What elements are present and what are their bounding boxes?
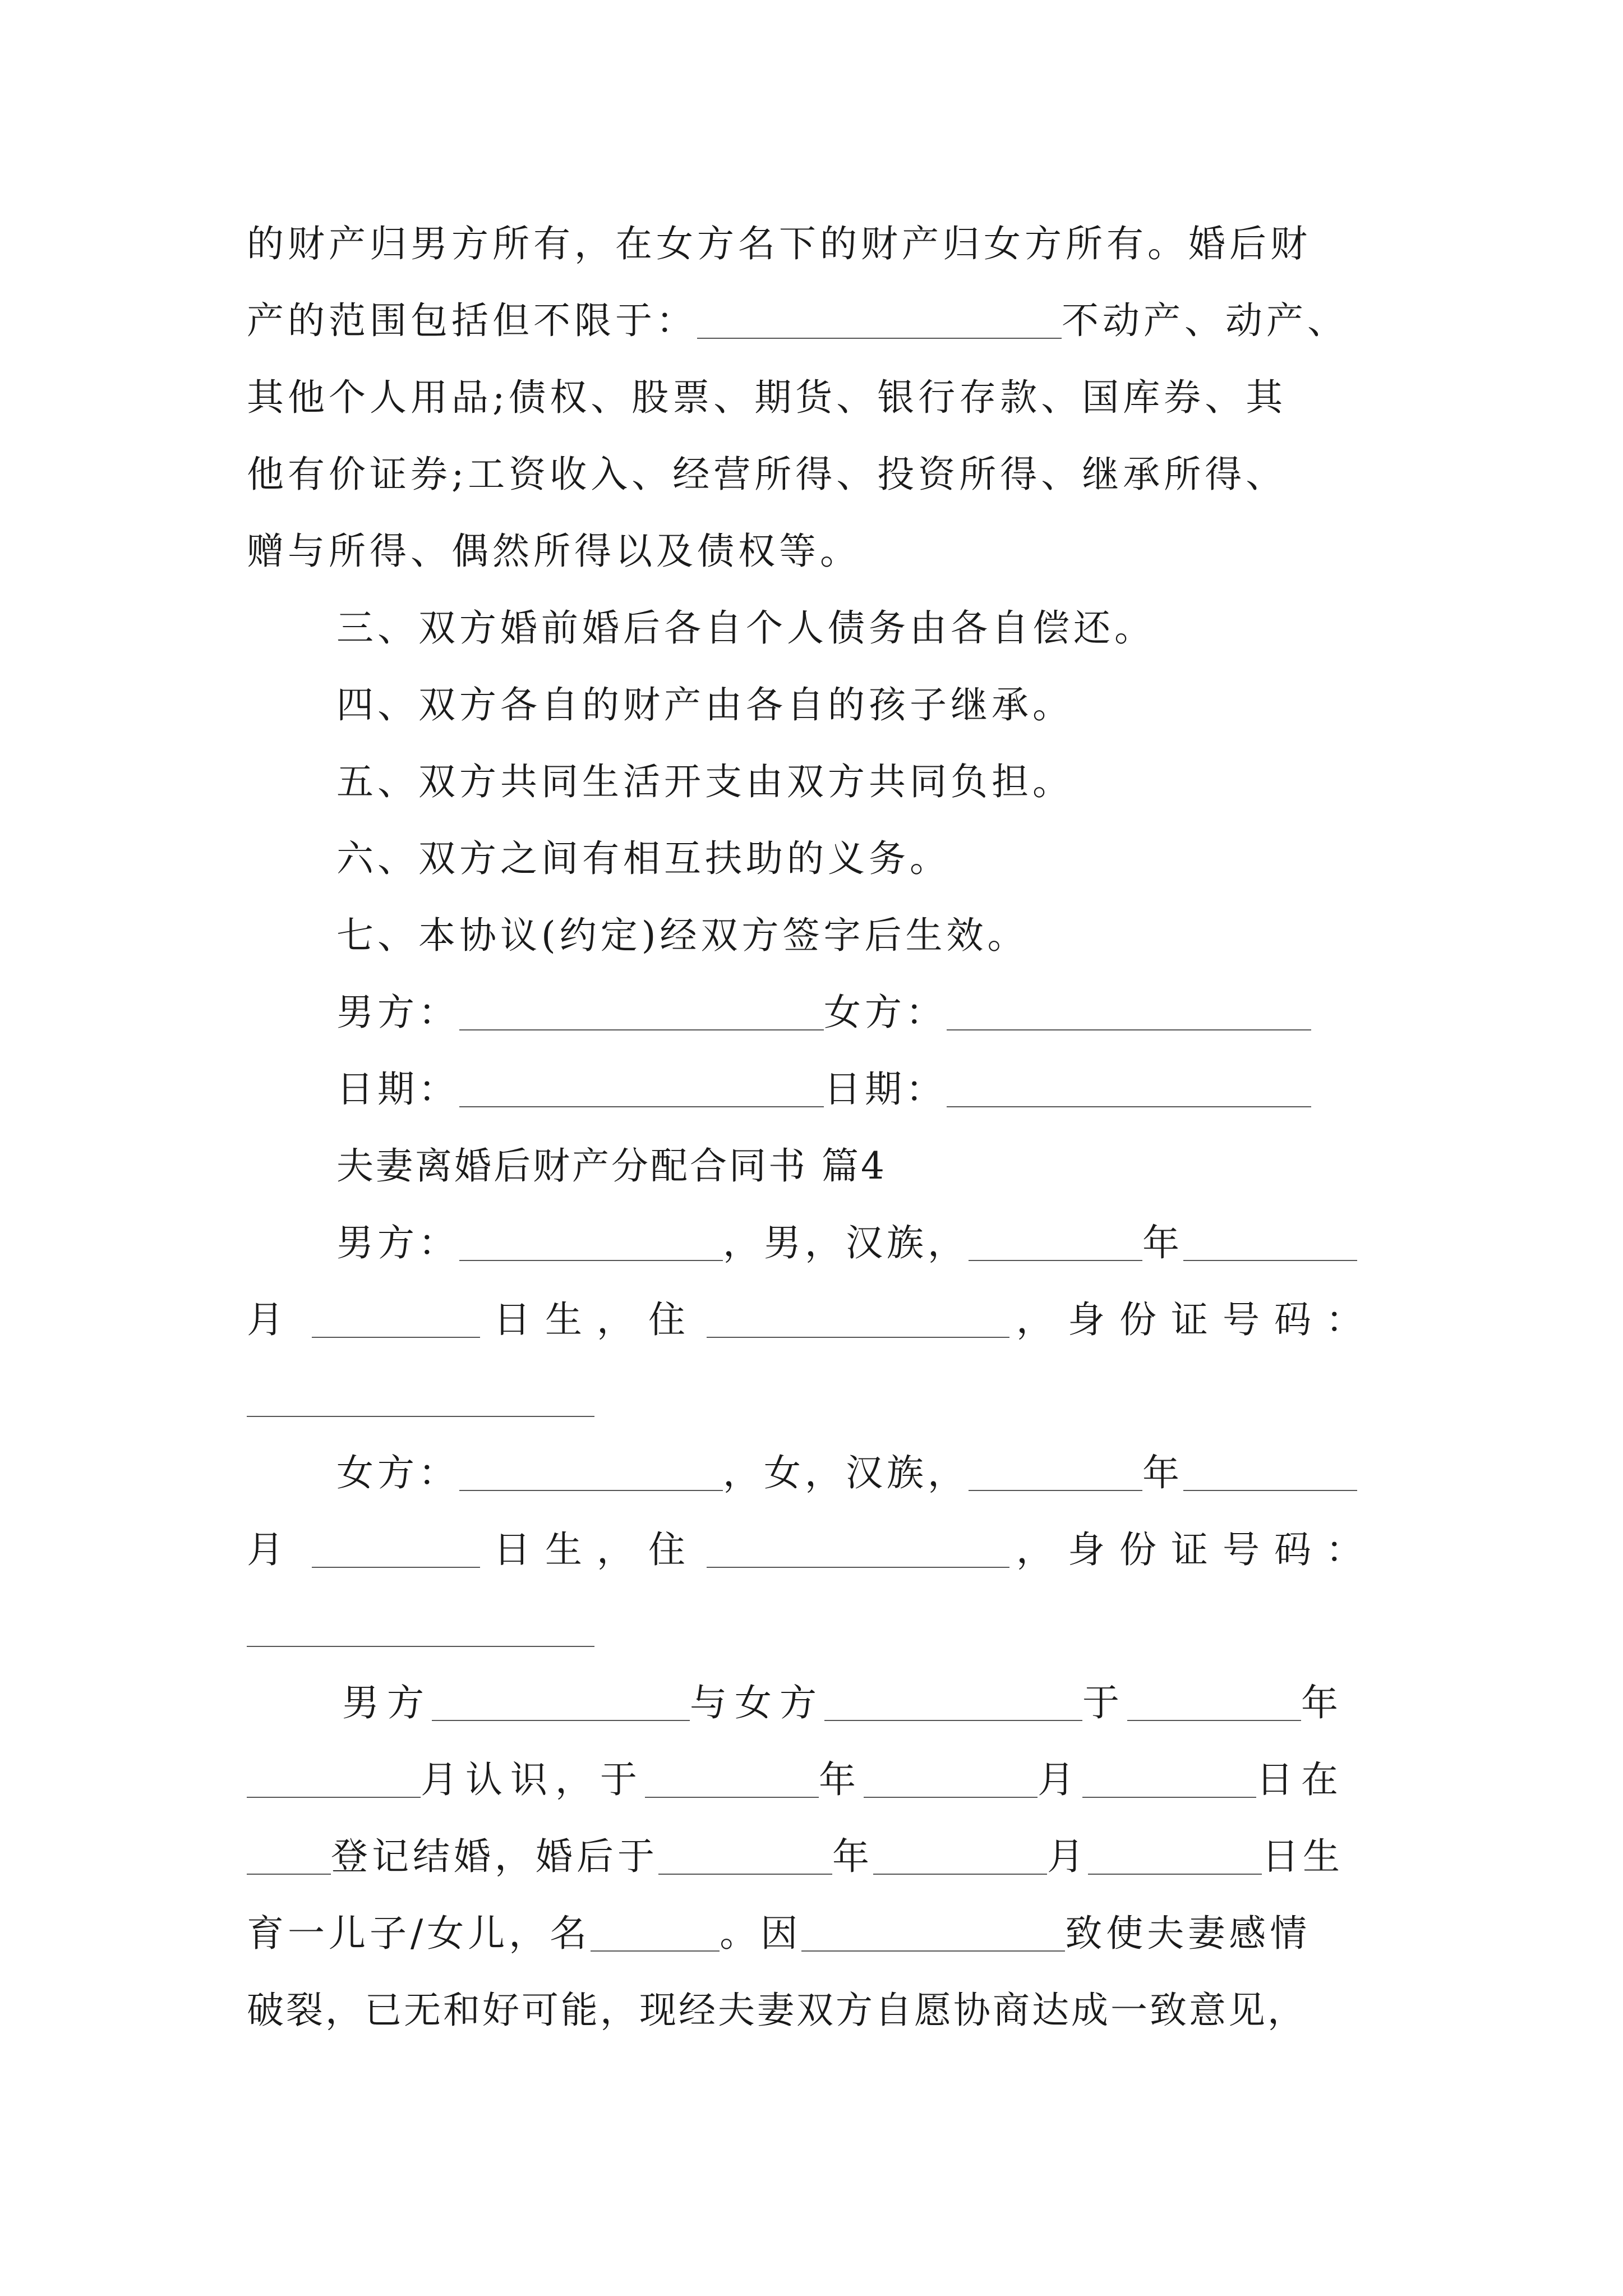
narrative-line: 破裂，已无和好可能，现经夫妻双方自愿协商达成一致意见， bbox=[247, 1989, 1307, 2032]
male-birth-year-field bbox=[969, 1260, 1142, 1261]
female-birth-year-field bbox=[969, 1490, 1142, 1491]
paragraph-line: 产的范围包括但不限于： 不动产、动产、 bbox=[247, 299, 1348, 342]
meet-month-field bbox=[247, 1797, 421, 1798]
birth-year-field bbox=[658, 1874, 832, 1875]
male-birth-day-field bbox=[312, 1337, 480, 1338]
date-row: 日期： 日期： bbox=[336, 1061, 1311, 1117]
male-name-field bbox=[432, 1720, 690, 1721]
female-party-line: 月 日生，住 ，身份证号码： bbox=[247, 1528, 1377, 1571]
clause-4: 四、双方各自的财产由各自的孩子继承。 bbox=[336, 683, 1073, 726]
marriage-month-field bbox=[864, 1797, 1038, 1798]
male-date-field bbox=[459, 1106, 824, 1107]
female-birth-month-field bbox=[1183, 1490, 1357, 1491]
child-name-field bbox=[591, 1950, 720, 1952]
meet-year-field bbox=[1127, 1720, 1301, 1721]
male-party-line: 月 日生，住 ，身份证号码： bbox=[247, 1298, 1377, 1341]
male-id-field bbox=[247, 1416, 594, 1417]
female-party-line: 女方： ，女，汉族， 年 bbox=[336, 1445, 1357, 1501]
paragraph-line: 赠与所得、偶然所得以及债权等。 bbox=[247, 530, 861, 573]
female-birth-day-field bbox=[312, 1567, 480, 1568]
narrative-line: 男方 与女方 于 年 bbox=[342, 1681, 1346, 1724]
marriage-year-field bbox=[645, 1797, 819, 1798]
paragraph-line: 他有价证券;工资收入、经营所得、投资所得、继承所得、 bbox=[247, 453, 1287, 496]
paragraph-line: 其他个人用品;债权、股票、期货、银行存款、国库券、其 bbox=[247, 376, 1287, 419]
narrative-line: 登记结婚，婚后于 年 月 日生 bbox=[247, 1829, 1344, 1885]
clause-5: 五、双方共同生活开支由双方共同负担。 bbox=[336, 760, 1073, 803]
female-name-field bbox=[824, 1720, 1082, 1721]
female-signature-field bbox=[947, 1029, 1311, 1030]
narrative-line: 育一儿子/女儿，名 。因 致使夫妻感情 bbox=[247, 1912, 1311, 1955]
female-name-field bbox=[459, 1490, 723, 1491]
reason-field bbox=[801, 1950, 1065, 1952]
female-address-field bbox=[707, 1567, 1009, 1568]
blank-field bbox=[697, 338, 1062, 339]
paragraph-line: 的财产归男方所有，在女方名下的财产归女方所有。婚后财 bbox=[247, 222, 1311, 265]
male-name-field bbox=[459, 1260, 723, 1261]
registration-place-field bbox=[247, 1874, 331, 1875]
female-id-field bbox=[247, 1646, 594, 1647]
birth-day-field bbox=[1088, 1874, 1262, 1875]
marriage-day-field bbox=[1082, 1797, 1256, 1798]
clause-3: 三、双方婚前婚后各自个人债务由各自偿还。 bbox=[336, 606, 1155, 650]
male-signature-field bbox=[459, 1029, 824, 1030]
male-party-line: 男方： ，男，汉族， 年 bbox=[336, 1215, 1357, 1271]
clause-7: 七、本协议(约定)经双方签字后生效。 bbox=[336, 914, 1029, 957]
male-address-field bbox=[707, 1337, 1009, 1338]
clause-6: 六、双方之间有相互扶助的义务。 bbox=[336, 837, 951, 880]
female-date-field bbox=[947, 1106, 1311, 1107]
signature-row: 男方： 女方： bbox=[336, 984, 1311, 1041]
narrative-line: 月认识，于 年 月 日在 bbox=[247, 1752, 1346, 1808]
male-birth-month-field bbox=[1183, 1260, 1357, 1261]
section-title: 夫妻离婚后财产分配合同书 篇4 bbox=[336, 1144, 887, 1188]
birth-month-field bbox=[873, 1874, 1047, 1875]
